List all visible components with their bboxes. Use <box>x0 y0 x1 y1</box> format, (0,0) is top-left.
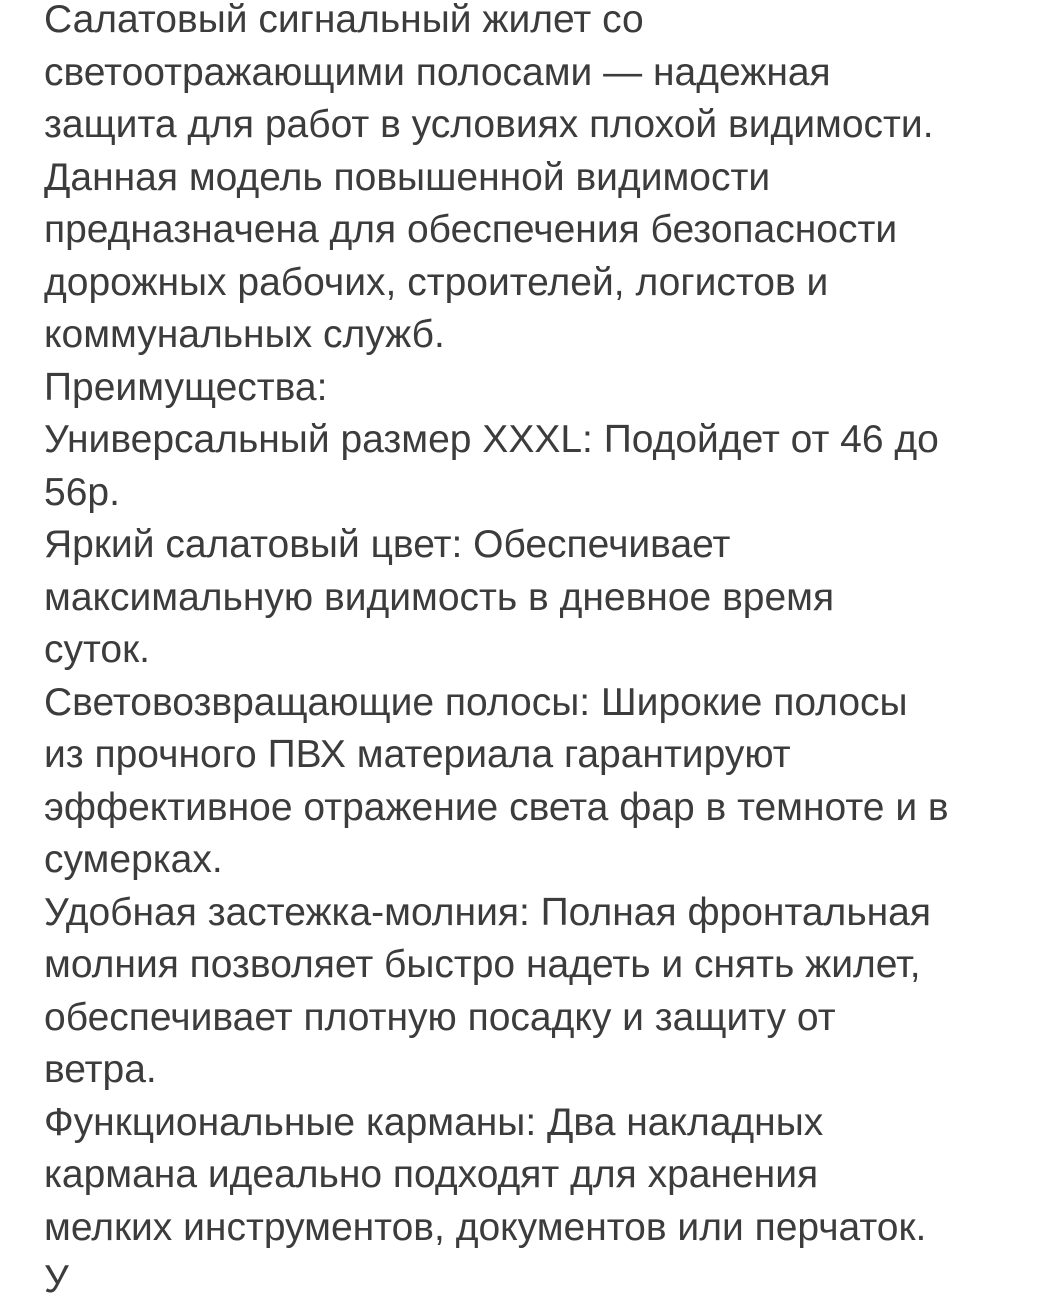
text-line: дорожных рабочих, строителей, логистов и <box>44 260 829 304</box>
text-line: из прочного ПВХ материала гарантируют <box>44 733 791 776</box>
text-line: обеспечивает плотную посадку и защиту от <box>44 995 836 1039</box>
text-line: Преимущества: <box>44 365 328 409</box>
text-line: Данная модель повышенной видимости <box>44 155 771 199</box>
text-line: Яркий салатовый цвет: Обеспечивает <box>44 523 731 566</box>
text-line: У <box>44 1258 69 1301</box>
text-line: Световозвращающие полосы: Широкие полосы <box>44 680 908 724</box>
text-line: Функциональные карманы: Два накладных <box>44 1100 824 1144</box>
text-line: Удобная застежка-молния: Полная фронтальная <box>44 890 931 934</box>
text-line: предназначена для обеспечения безопасности <box>44 208 898 251</box>
text-line: светоотражающими полосами — надежная <box>44 50 831 94</box>
text-line: суток. <box>44 628 151 671</box>
text-line: коммунальных служб. <box>44 313 445 356</box>
text-line: защита для работ в условиях плохой видимости. <box>44 103 934 146</box>
text-line: Универсальный размер XXXL: Подойдет от 46 до <box>44 418 939 461</box>
text-line: молния позволяет быстро надеть и снять жилет, <box>44 943 921 986</box>
text-line: ветра. <box>44 1048 157 1091</box>
text-line: максимальную видимость в дневное время <box>44 575 835 619</box>
text-line: эффективное отражение света фар в темноте и в <box>44 785 949 829</box>
text-line: Салатовый сигнальный жилет со <box>44 0 644 41</box>
text-line: кармана идеально подходят для хранения <box>44 1153 819 1196</box>
text-line: сумерках. <box>44 838 223 881</box>
text-line: мелких инструментов, документов или перчаток. <box>44 1205 927 1249</box>
text-line: 56р. <box>44 470 120 514</box>
